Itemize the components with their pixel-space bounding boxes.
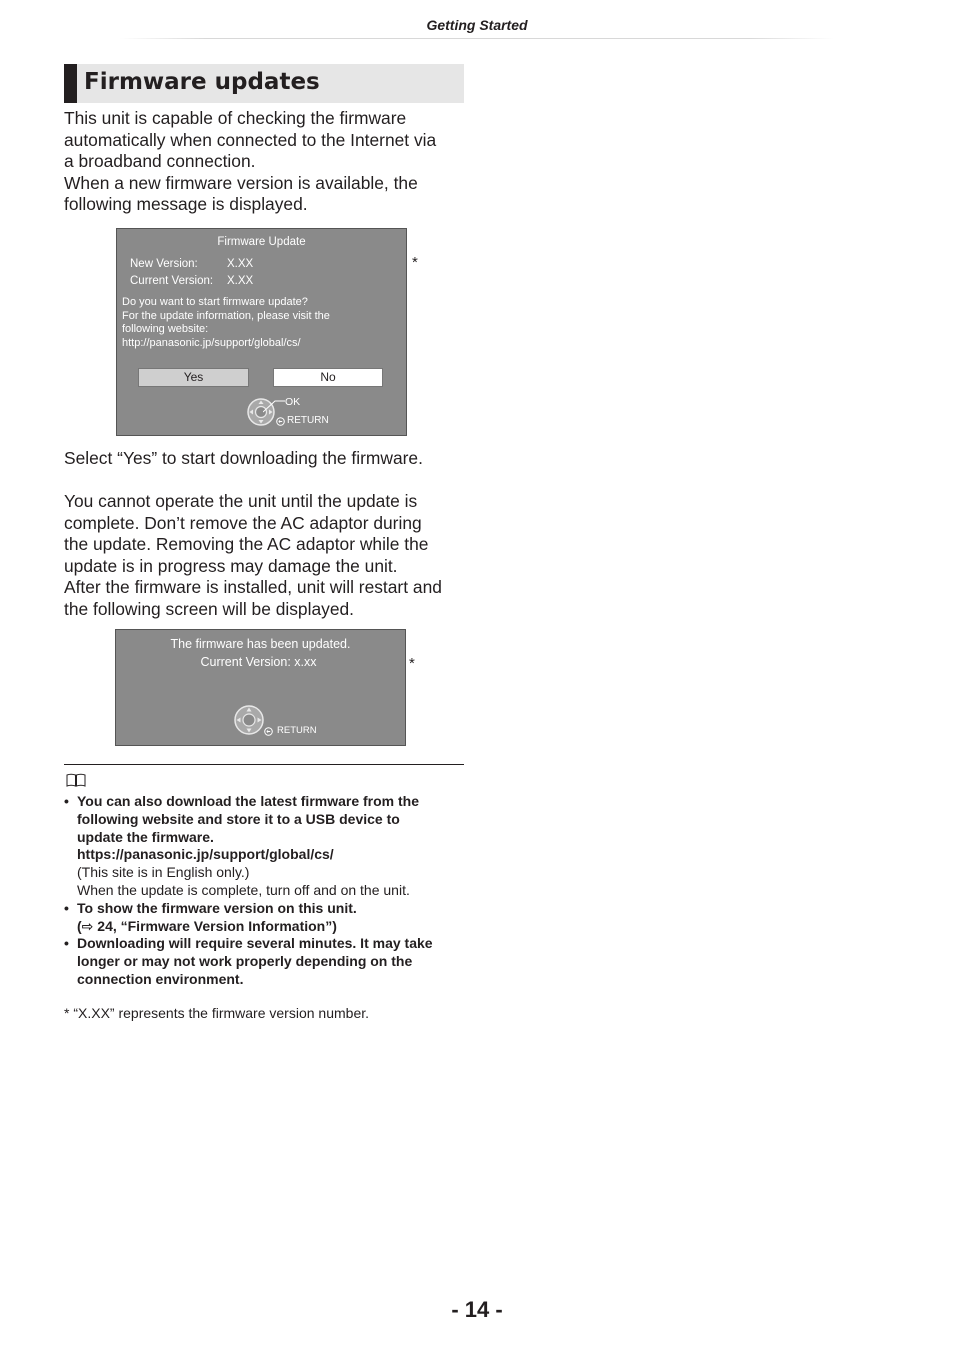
section-title-box xyxy=(64,64,464,103)
note-line: following website and store it to a USB device to xyxy=(77,810,400,827)
header-divider xyxy=(120,38,834,39)
warning-paragraph xyxy=(64,491,464,620)
intro-line: following message is displayed. xyxy=(64,194,308,214)
dpad-icon xyxy=(233,704,267,738)
intro-line: This unit is capable of checking the firmware xyxy=(64,108,407,128)
dialog-message-line: http://panasonic.jp/support/global/cs/ xyxy=(122,337,301,349)
no-button[interactable]: No xyxy=(273,368,383,387)
warning-line: the following screen will be displayed. xyxy=(64,598,355,619)
new-version-value: X.XX xyxy=(227,258,254,270)
current-version-value: X.XX xyxy=(227,275,254,287)
warning-line: update is in progress may damage the unit. xyxy=(64,555,398,576)
return-icon xyxy=(276,417,285,426)
note-line: You can also download the latest firmware from the xyxy=(77,793,420,809)
note-line: When the update is complete, turn off and on the unit. xyxy=(77,881,410,898)
firmware-updated-screen xyxy=(115,629,406,746)
note-item xyxy=(64,900,464,936)
warning-line: complete. Don’t remove the AC adaptor during xyxy=(64,512,422,533)
note-line: longer or may not work properly depending on the xyxy=(77,953,413,970)
ok-label: OK xyxy=(285,396,301,408)
return-label: RETURN xyxy=(277,725,317,736)
current-version-label: Current Version: xyxy=(130,275,214,287)
warning-line: the update. Removing the AC adaptor while the xyxy=(64,534,429,554)
bullet-icon: • xyxy=(64,899,69,916)
bullet-icon: • xyxy=(64,935,69,952)
current-version-text: Current Version: x.xx xyxy=(200,655,317,669)
bullet-icon: • xyxy=(64,793,69,809)
note-line: (This site is in English only.) xyxy=(77,864,250,881)
firmware-update-dialog xyxy=(116,228,407,436)
dialog-title: Firmware Update xyxy=(217,236,306,248)
intro-line: a broadband connection. xyxy=(64,151,256,171)
support-link[interactable]: https://panasonic.jp/support/global/cs/ xyxy=(77,846,334,863)
title-accent-bar xyxy=(64,64,77,103)
page-number: - 14 - xyxy=(451,1297,503,1322)
note-line: To show the firmware version on this unit. xyxy=(77,899,357,916)
return-icon xyxy=(264,727,273,736)
intro-line: When a new firmware version is available, the xyxy=(64,172,418,193)
new-version-label: New Version: xyxy=(130,258,198,270)
warning-line: After the firmware is installed, unit will restart and xyxy=(64,577,442,597)
warning-line: You cannot operate the unit until the update is xyxy=(64,491,418,511)
note-line: Downloading will require several minutes. It may take xyxy=(77,935,433,952)
note-line: update the firmware. xyxy=(77,828,214,845)
updated-message: The firmware has been updated. xyxy=(170,637,351,651)
dialog-message-line: Do you want to start firmware update? xyxy=(122,296,308,308)
dialog-message-line: following website: xyxy=(122,323,209,335)
screen2-asterisk: * xyxy=(409,655,415,672)
header-section-label: Getting Started xyxy=(426,17,528,33)
select-line: Select “Yes” to start downloading the firmware. xyxy=(64,448,423,468)
select-instruction xyxy=(64,448,464,470)
yes-button[interactable]: Yes xyxy=(138,368,249,387)
notes-list xyxy=(64,793,464,989)
return-label: RETURN xyxy=(287,415,329,426)
notes-divider xyxy=(64,764,464,765)
book-icon xyxy=(66,773,86,787)
footnote: * “X.XX” represents the firmware version number. xyxy=(64,1005,370,1021)
note-item xyxy=(64,935,464,988)
intro-line: automatically when connected to the Internet via xyxy=(64,129,437,150)
page-reference-link[interactable]: (⇨ 24, “Firmware Version Information”) xyxy=(77,917,337,934)
intro-paragraph xyxy=(64,108,464,216)
note-item xyxy=(64,793,464,900)
ok-pointer-icon xyxy=(263,399,285,413)
screen1-asterisk: * xyxy=(412,254,418,271)
dialog-message-line: For the update information, please visit the xyxy=(122,310,330,322)
page-title: Firmware updates xyxy=(84,69,320,95)
note-line: connection environment. xyxy=(77,970,244,987)
